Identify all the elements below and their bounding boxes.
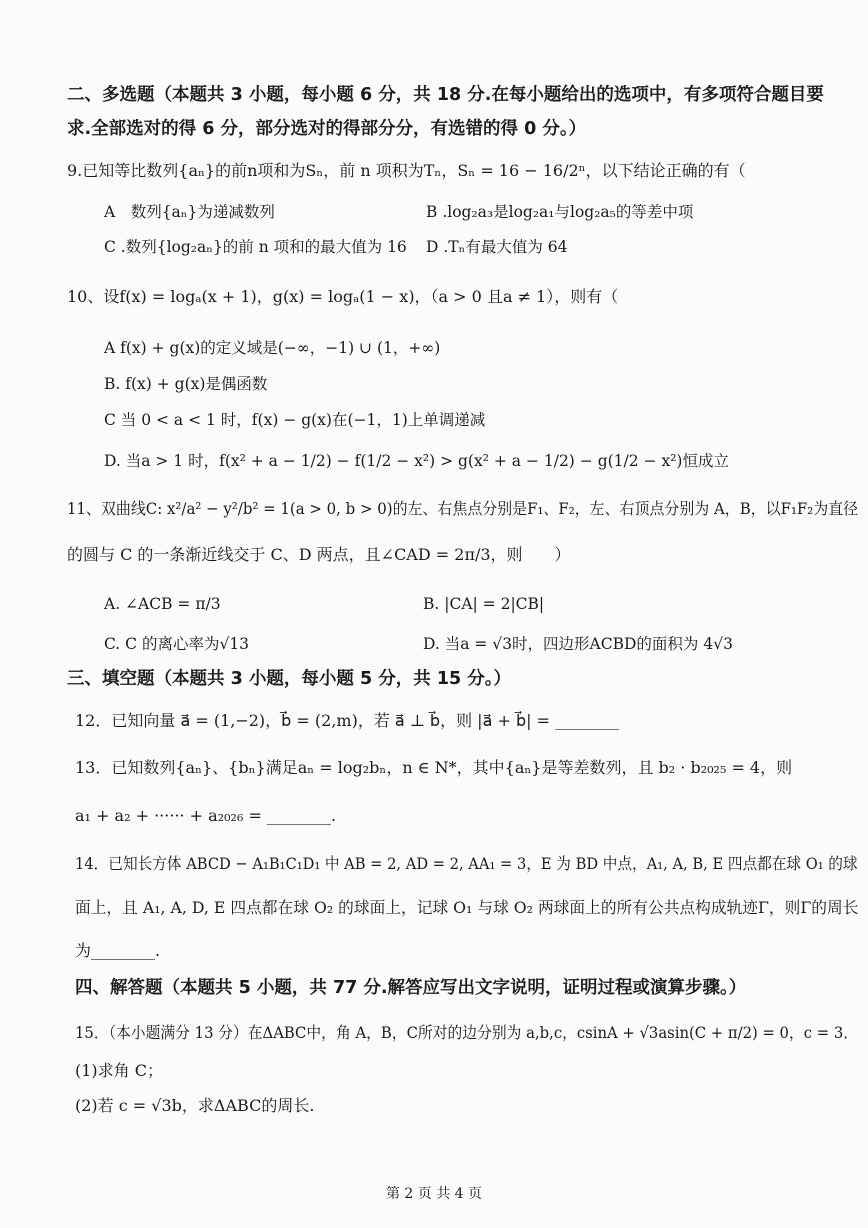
q11-option-d: D. 当a = √3时，四边形ACBD的面积为 4√3 (423, 635, 733, 653)
q15-part1: (1)求角 C； (75, 1061, 163, 1080)
section-2-heading-line2: 求.全部选对的得 6 分，部分选对的得部分分，有选错的得 0 分。） (67, 119, 587, 139)
q9-option-b: B .log₂a₃是log₂a₁与log₂a₅的等差中项 (426, 203, 694, 221)
q10-option-c: C 当 0 < a < 1 时，f(x) − g(x)在(−1，1)上单调递减 (104, 411, 486, 429)
q12-text: 12．已知向量 a⃗ = (1,−2)，b⃗ = (2,m)，若 a⃗ ⊥ b⃗，则 |a⃗ + b⃗| = ________ (75, 711, 620, 730)
q9-option-c: C .数列{log₂aₙ}的前 n 项和的最大值为 16 (104, 238, 407, 256)
q9-option-a: A 数列{aₙ}为递减数列 (104, 203, 275, 221)
q14-line2: 面上，且 A₁, A, D, E 四点都在球 O₂ 的球面上，记球 O₁ 与球 O₂ 两球面上的所有公共点构成轨迹Γ，则Γ的周长 (75, 898, 859, 917)
q11-stem-line2: 的圆与 C 的一条渐近线交于 C、D 两点，且∠CAD = 2π/3，则 ） (67, 545, 571, 564)
q10-option-b: B. f(x) + g(x)是偶函数 (104, 375, 268, 393)
q14-line1: 14．已知长方体 ABCD − A₁B₁C₁D₁ 中 AB = 2, AD = 2, AA₁ = 3，E 为 BD 中点，A₁, A, B, E 四点都在球 O₁ 的球 (75, 854, 858, 873)
q13-line2: a₁ + a₂ + ······ + a₂₀₂₆ = ________. (75, 806, 337, 825)
q10-option-d: D. 当a > 1 时，f(x² + a − 1/2) − f(1/2 − x²) > g(x² + a − 1/2) − g(1/2 − x²)恒成立 (104, 452, 729, 470)
q11-option-c: C. C 的离心率为√13 (104, 635, 250, 653)
q14-line3: 为________. (75, 941, 161, 960)
section-4-heading: 四、解答题（本题共 5 小题，共 77 分.解答应写出文字说明，证明过程或演算步骤。） (75, 978, 747, 998)
q13-line1: 13．已知数列{aₙ}、{bₙ}满足aₙ = log₂bₙ，n ∈ N*，其中{aₙ}是等差数列，且 b₂ · b₂₀₂₅ = 4，则 (75, 758, 793, 777)
page-number: 第 2 页 共 4 页 (385, 1186, 483, 1202)
section-3-heading: 三、填空题（本题共 3 小题，每小题 5 分，共 15 分。） (67, 669, 512, 689)
q11-stem-line1: 11、双曲线C: x²/a² − y²/b² = 1(a > 0, b > 0)的左、右焦点分别是F₁、F₂，左、右顶点分别为 A，B，以F₁F₂为直径 (67, 499, 859, 518)
q10-stem: 10、设f(x) = logₐ(x + 1)，g(x) = logₐ(1 − x)，（a > 0 且a ≠ 1），则有（ (67, 287, 619, 306)
q15-stem: 15．（本小题满分 13 分）在ΔABC中，角 A，B，C所对的边分别为 a,b,c，csinA + √3asin(C + π/2) = 0，c = 3． (75, 1023, 859, 1042)
q9-option-d: D .Tₙ有最大值为 64 (426, 238, 568, 256)
q9-stem: 9.已知等比数列{aₙ}的前n项和为Sₙ，前 n 项积为Tₙ，Sₙ = 16 − 16/2ⁿ，以下结论正确的有（ (67, 161, 746, 180)
q11-option-b: B. |CA| = 2|CB| (423, 595, 545, 613)
section-2-heading-line1: 二、多选题（本题共 3 小题，每小题 6 分，共 18 分.在每小题给出的选项中，有多项符合题目要 (67, 85, 824, 105)
q10-option-a: A f(x) + g(x)的定义域是(−∞，−1) ∪ (1，+∞) (104, 339, 441, 357)
q11-option-a: A. ∠ACB = π/3 (104, 595, 221, 613)
q15-part2: (2)若 c = √3b，求ΔABC的周长. (75, 1096, 315, 1115)
